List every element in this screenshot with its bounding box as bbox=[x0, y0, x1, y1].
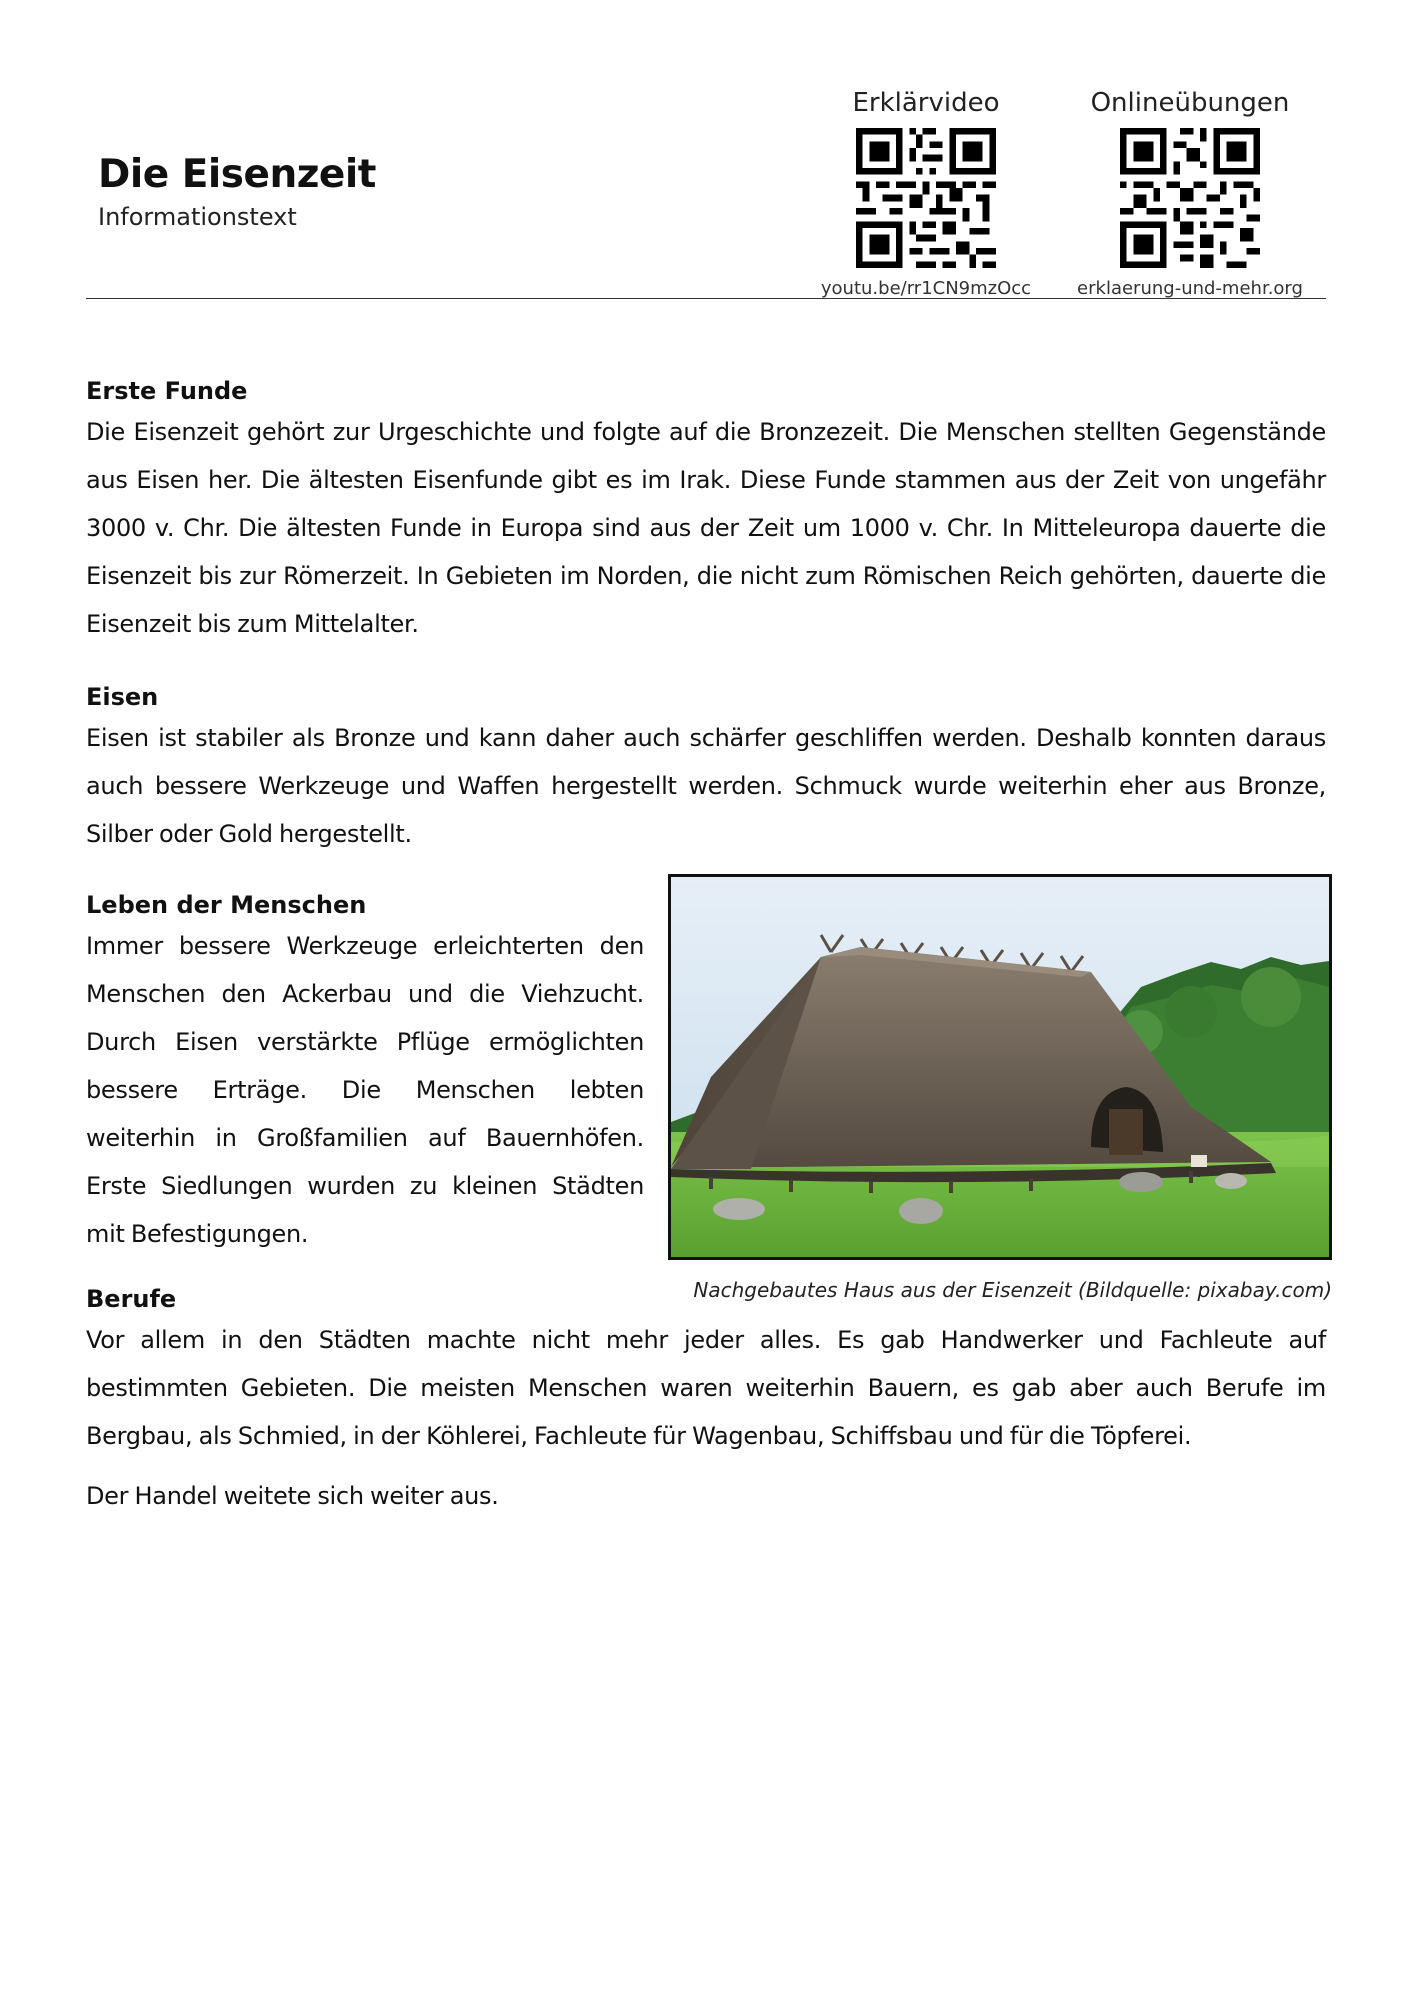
section-leben bbox=[86, 888, 644, 1258]
section-heading: Leben der Menschen bbox=[86, 891, 367, 919]
section-erste-funde bbox=[86, 374, 1326, 648]
section-eisen bbox=[86, 680, 1326, 858]
qr-video-url[interactable]: youtu.be/rr1CN9mzOcc bbox=[820, 278, 1032, 299]
qr-video-label: Erklärvideo bbox=[852, 88, 1000, 118]
section-berufe bbox=[86, 1278, 1326, 1520]
header-divider bbox=[86, 298, 1326, 299]
section-text-closing: Der Handel weitete sich weiter aus. bbox=[86, 1482, 499, 1510]
qr-code-icon[interactable] bbox=[1120, 128, 1260, 268]
section-heading: Erste Funde bbox=[86, 377, 248, 405]
qr-video-block[interactable] bbox=[806, 86, 1046, 299]
photo-caption: Nachgebautes Haus aus der Eisenzeit (Bildquelle: pixabay.com) bbox=[693, 1278, 1332, 1302]
section-text: Vor allem in den Städten machte nicht mehr jeder alles. Es gab Handwerker und Fachleute auf bestimmten Gebieten. Die meisten Menschen waren weiterhin Bauern, es gab aber auch Berufe im Bergbau, als Schmied, in der Köhlerei, Fachleute für Wagenbau, Schiffsbau und für die Töpferei. bbox=[86, 1326, 1326, 1450]
section-heading: Eisen bbox=[86, 683, 159, 711]
qr-exercises-label: Onlineübungen bbox=[1090, 88, 1290, 118]
section-heading: Berufe bbox=[86, 1285, 177, 1313]
page-title: Die Eisenzeit bbox=[98, 152, 376, 197]
longhouse-photo bbox=[668, 874, 1332, 1260]
page-subtitle: Informationstext bbox=[98, 203, 297, 231]
thatched-longhouse-photo bbox=[671, 877, 1329, 1257]
section-text: Immer bessere Werkzeuge erleichterten den Menschen den Ackerbau und die Viehzucht. Durch Eisen verstärkte Pflüge ermöglichten bessere Erträge. Die Menschen lebten weiterhin in Großfamilien auf Bauernhöfen. Erste Siedlungen wurden zu kleinen Städten mit Befestigungen. bbox=[86, 932, 644, 1248]
qr-code-icon[interactable] bbox=[856, 128, 996, 268]
qr-exercises-url[interactable]: erklaerung-und-mehr.org bbox=[1077, 278, 1303, 299]
section-text: Die Eisenzeit gehört zur Urgeschichte und folgte auf die Bronzezeit. Die Menschen stellten Gegenstände aus Eisen her. Die ältesten Eisenfunde gibt es im Irak. Diese Funde stammen aus der Zeit von ungefähr 3000 v. Chr. Die ältesten Funde in Europa sind aus der Zeit um 1000 v. Chr. In Mitteleuropa dauerte die Eisenzeit bis zur Römerzeit. In Gebieten im Norden, die nicht zum Römischen Reich gehörten, dauerte die Eisenzeit bis zum Mittelalter. bbox=[86, 418, 1326, 638]
section-text: Eisen ist stabiler als Bronze und kann daher auch schärfer geschliffen werden. Deshalb konnten daraus auch bessere Werkzeuge und Waffen hergestellt werden. Schmuck wurde weiterhin eher aus Bronze, Silber oder Gold hergestellt. bbox=[86, 724, 1326, 848]
qr-exercises-block[interactable] bbox=[1070, 86, 1310, 299]
